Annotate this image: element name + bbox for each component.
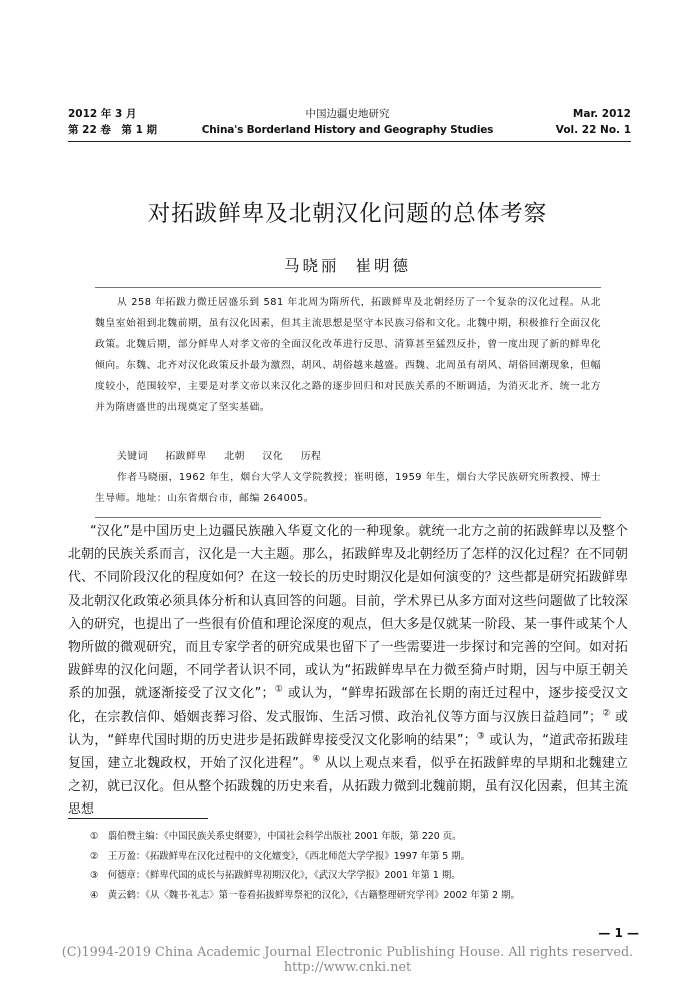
footnote-ref[interactable]: ① [274,685,284,696]
body-text: 或认为，“鲜卑拓跋部在长期的南迁过程中，逐步接受汉文化，在宗教信仰、婚姻丧葬习俗、发式服饰、生活习惯、政治礼仪等方面与汉族日益趋同”； [68,686,628,725]
footnote-divider [68,818,208,819]
footnote-ref[interactable]: ③ [476,731,486,742]
body-paragraph [68,520,628,822]
footnote: ④ 黄云鹤：《从〈魏书·礼志〉第一卷看拓拔鲜卑祭祀的汉化》，《古籍整理研究学刊》2002 年第 2 期。 [90,889,520,901]
footnote-ref[interactable]: ④ [312,754,321,765]
keywords [117,446,335,467]
body-text: 从以上观点来看，似乎在拓跋鲜卑的早期和北魏建立之初，就已汉化。但从整个拓跋魏的历史来看，从拓跋力微到北魏前期，虽有汉化因素，但其主流思想 [68,756,629,818]
footnote: ② 王万盈：《拓跋鲜卑在汉化过程中的文化嬗变》，《西北师范大学学报》1997 年第 5 期。 [90,850,470,862]
journal-date-volume-en [556,106,631,138]
keyword: 北朝 [224,451,245,462]
paper-title: 对拓跋鲜卑及北朝汉化问题的总体考察 [147,201,548,227]
body-text: 或认为，“道武帝拓跋珪复国，建立北魏政权，开始了汉化进程”。 [68,732,628,772]
keyword: 拓跋鲜卑 [165,451,207,462]
journal-name [180,106,515,138]
footnotes [68,827,628,905]
body-text: 或认为，“鲜卑代国时期的历史进步是拓跋鲜卑接受汉文化影响的结果”； [68,709,628,748]
page-number: — 1 — [598,926,639,940]
abstract: 从 258 年拓跋力微迁居盛乐到 581 年北周为隋所代，拓跋鲜卑及北朝经历了一个复杂的汉化过程。从北魏皇室始祖到北魏前期，虽有汉化因素，但其主流思想是坚守本民族习俗和文化。北魏中期，积极推行全面汉化政策。北魏后期，部分鲜卑人对孝文帝的全面汉化改革进行反思、清算甚至猛烈反扑，曾一度出现了新的鲜卑化倾向。东魏、北齐对汉化政策反扑最为激烈，胡风、胡俗越来越盛。西魏、北周虽有胡风、胡俗回潮现象，但幅度较小，范围较窄，主要是对孝文帝以来汉化之路的逐步回归和对民族关系的不断调适，为消灭北齐、统一北方并为隋唐盛世的出现奠定了坚实基础。 [95,297,601,413]
footnote-ref[interactable]: ② [602,708,611,719]
journal-name-en: China's Borderland History and Geography Studies [201,124,494,136]
keywords-label: 关键词 [117,451,148,462]
author-name: 崔明德 [355,257,412,275]
footnote: ① 翦伯赞主编：《中国民族关系史纲要》，中国社会科学出版社 2001 年版，第 220 页。 [90,831,462,842]
keyword: 历程 [300,451,322,462]
keyword: 汉化 [262,451,284,462]
abstract-bottom-divider [95,517,601,518]
journal-name-cn: 中国边疆史地研究 [305,108,390,120]
author-line [0,254,695,276]
abstract-top-divider [95,287,601,288]
footnote: ③ 何德章：《鲜卑代国的成长与拓跋鲜卑初期汉化》，《武汉大学学报》2001 年第 1 期。 [90,870,461,881]
copyright-watermark: (C)1994-2019 China Academic Journal Electronic Publishing House. All rights reserved. http://www.cnki.net [61,945,634,975]
journal-date-en: Mar. 2012 [572,108,631,120]
body-text: “汉化”是中国历史上边疆民族融入华夏文化的一种现象。就统一北方之前的拓跋鲜卑以及整个北朝的民族关系而言，汉化是一大主题。那么，拓跋鲜卑及北朝经历了怎样的汉化过程？在不同朝代、不同阶段汉化的程度如何？在这一较长的历史时期汉化是如何演变的？这些都是研究拓跋鲜卑及北朝汉化政策必须具体分析和认真回答的问题。目前，学术界已从多方面对这些问题做了比较深入的研究，也提出了一些很有价值和理论深度的观点，但大多是仅就某一阶段、某一事件或某个人物所做的微观研究，而且专家学者的研究成果也留下了一些需要进一步探讨和完善的空间。如对拓跋鲜卑的汉化问题，不同学者认识不同，或认为“拓跋鲜卑早在力微至猗卢时期，因与中原王朝关系的加强，就逐渐接受了汉文化”； [68,524,628,702]
author-name: 马晓丽 [283,257,340,275]
journal-date: 2012 年 3 月 [68,108,137,120]
journal-volume-en: Vol. 22 No. 1 [555,124,631,136]
header-divider [68,141,631,142]
journal-date-volume [68,106,157,138]
author-bio: 作者马晓丽，1962 年生，烟台大学人文学院教授；崔明德，1959 年生，烟台大学民族研究所教授、博士生导师。地址：山东省烟台市，邮编 264005。 [95,472,601,504]
journal-volume-issue: 第 22 卷 第 1 期 [68,124,158,136]
